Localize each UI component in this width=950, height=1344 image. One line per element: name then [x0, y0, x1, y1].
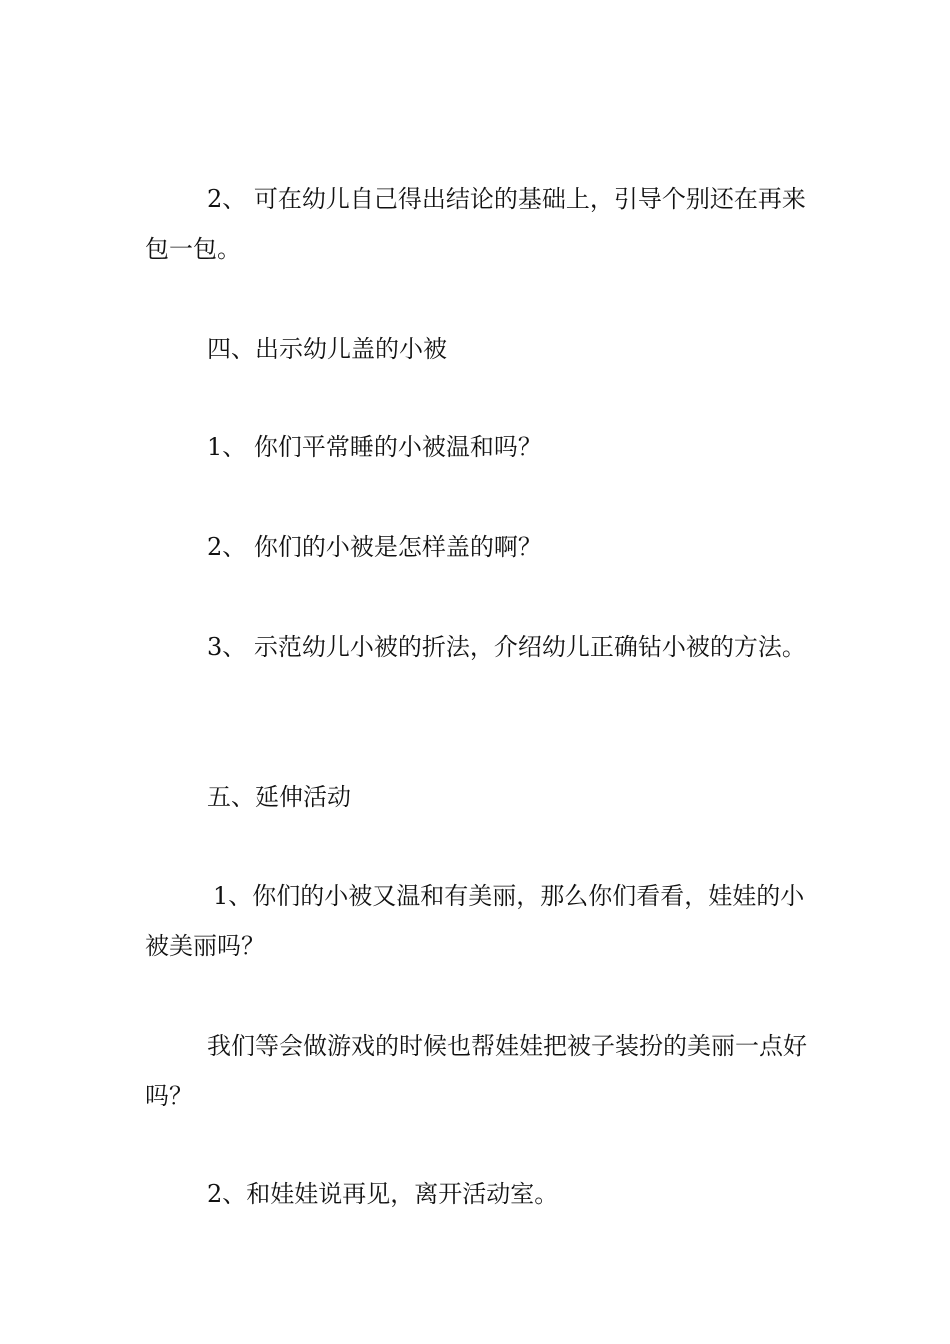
paragraph-extension-1: 1、你们的小被又温和有美丽，那么你们看看，娃娃的小被美丽吗？: [145, 882, 805, 960]
paragraph-step-2-conclusion: 2、 可在幼儿自己得出结论的基础上，引导个别还在再来包一包。: [145, 185, 806, 263]
paragraph-question-1: 1、 你们平常睡的小被温和吗？: [207, 433, 542, 461]
section-heading-4: 四、出示幼儿盖的小被: [207, 335, 447, 363]
paragraph-question-2: 2、 你们的小被是怎样盖的啊？: [207, 533, 542, 561]
paragraph-extension-game: 我们等会做游戏的时候也帮娃娃把被子装扮的美丽一点好吗？: [145, 1032, 807, 1110]
section-heading-5: 五、延伸活动: [207, 783, 351, 811]
paragraph-extension-2: 2、和娃娃说再见，离开活动室。: [207, 1180, 559, 1208]
paragraph-step-3-demo: 3、 示范幼儿小被的折法，介绍幼儿正确钻小被的方法。: [207, 633, 806, 661]
